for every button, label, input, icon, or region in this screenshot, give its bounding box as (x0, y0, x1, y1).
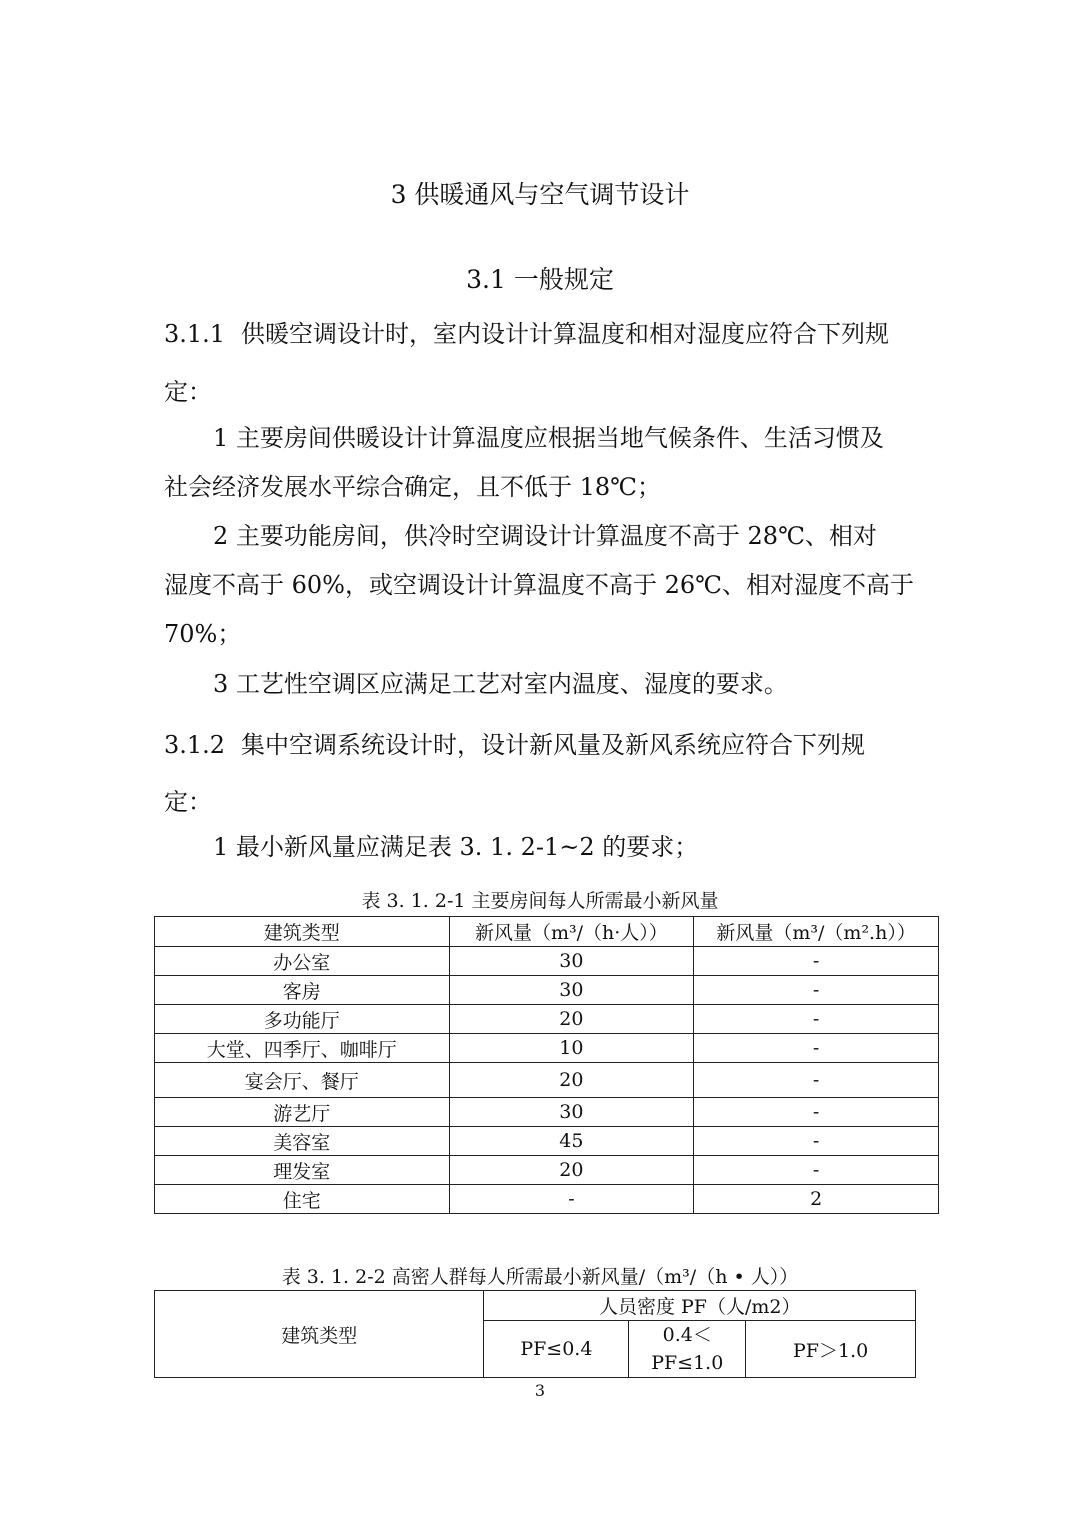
table1-header-row (155, 917, 939, 947)
table-row (155, 1005, 939, 1034)
table-cell: 10 (449, 1034, 694, 1063)
clause-311-line1 (164, 322, 889, 346)
clause-311-item2-line3: 70%； (164, 620, 242, 648)
table2-subheader-cell: PF≤0.4 (484, 1321, 629, 1378)
clause-311-item1-line1: 1 主要房间供暖设计计算温度应根据当地气候条件、生活习惯及 (213, 424, 884, 452)
table-cell: 30 (449, 976, 694, 1005)
table-cell: - (694, 1098, 939, 1127)
table-cell: - (694, 947, 939, 976)
table-row (155, 1156, 939, 1185)
table2-subheader-cell: 0.4＜PF≤1.0 (629, 1321, 746, 1378)
clause-312-item1: 1 最小新风量应满足表 3. 1. 2-1~2 的要求； (213, 833, 699, 861)
table-cell: 多功能厅 (155, 1005, 450, 1034)
table-cell: 办公室 (155, 947, 450, 976)
clause-312-line1 (164, 733, 865, 757)
table-cell: 2 (694, 1185, 939, 1214)
table-cell: 美容室 (155, 1127, 450, 1156)
table1-caption: 表 3. 1. 2-1 主要房间每人所需最小新风量 (361, 890, 719, 912)
table1 (154, 916, 939, 1214)
table-cell: 住宅 (155, 1185, 450, 1214)
table-row (155, 1098, 939, 1127)
table-cell: - (694, 976, 939, 1005)
clause-311-line2: 定： (164, 378, 212, 406)
table1-header-cell: 新风量（m³/（m².h）） (694, 917, 939, 947)
table2-subheader-cell: PF＞1.0 (746, 1321, 916, 1378)
table-cell: - (694, 1156, 939, 1185)
clause-311-item2-line2: 湿度不高于 60%，或空调设计计算温度不高于 26℃、相对湿度不高于 (164, 571, 914, 599)
table-cell: 30 (449, 1098, 694, 1127)
section-title: 3.1 一般规定 (466, 265, 614, 294)
table-cell: 大堂、四季厅、咖啡厅 (155, 1034, 450, 1063)
chapter-title: 3 供暖通风与空气调节设计 (390, 180, 690, 209)
clause-311-text: 供暖空调设计时，室内设计计算温度和相对湿度应符合下列规 (241, 320, 889, 348)
table-row (155, 1185, 939, 1214)
table-row (155, 1127, 939, 1156)
table-cell: 理发室 (155, 1156, 450, 1185)
table-cell: 游艺厅 (155, 1098, 450, 1127)
clause-312-line2: 定： (164, 788, 212, 816)
table-cell: 宴会厅、餐厅 (155, 1063, 450, 1098)
table-cell: 客房 (155, 976, 450, 1005)
table2-density-header: 人员密度 PF（人/m2） (484, 1291, 916, 1321)
table1-header-cell: 新风量（m³/（h·人）） (449, 917, 694, 947)
table-cell: 20 (449, 1063, 694, 1098)
table-cell: 20 (449, 1156, 694, 1185)
page-number: 3 (534, 1381, 546, 1400)
table2-header-row (155, 1291, 916, 1321)
clause-311-item1-line2: 社会经济发展水平综合确定，且不低于 18℃； (164, 473, 662, 501)
table-cell: - (449, 1185, 694, 1214)
table-row (155, 947, 939, 976)
table-cell: - (694, 1034, 939, 1063)
table-cell: - (694, 1063, 939, 1098)
table2 (154, 1290, 916, 1378)
clause-312-number: 3.1.2 (164, 731, 226, 759)
clause-311-number: 3.1.1 (164, 320, 226, 348)
clause-311-item2-line1: 2 主要功能房间，供冷时空调设计计算温度不高于 28℃、相对 (213, 522, 877, 550)
clause-312-text: 集中空调系统设计时，设计新风量及新风系统应符合下列规 (241, 731, 865, 759)
table2-building-type-header: 建筑类型 (155, 1291, 484, 1378)
table-row (155, 1034, 939, 1063)
table-cell: 20 (449, 1005, 694, 1034)
table1-header-cell: 建筑类型 (155, 917, 450, 947)
table-row (155, 976, 939, 1005)
table-cell: - (694, 1127, 939, 1156)
clause-311-item3-line1: 3 工艺性空调区应满足工艺对室内温度、湿度的要求。 (213, 670, 788, 698)
table-cell: 45 (449, 1127, 694, 1156)
table-cell: - (694, 1005, 939, 1034)
table-row (155, 1063, 939, 1098)
table2-caption: 表 3. 1. 2-2 高密人群每人所需最小新风量/（m³/（h • 人）） (281, 1266, 799, 1288)
table-cell: 30 (449, 947, 694, 976)
